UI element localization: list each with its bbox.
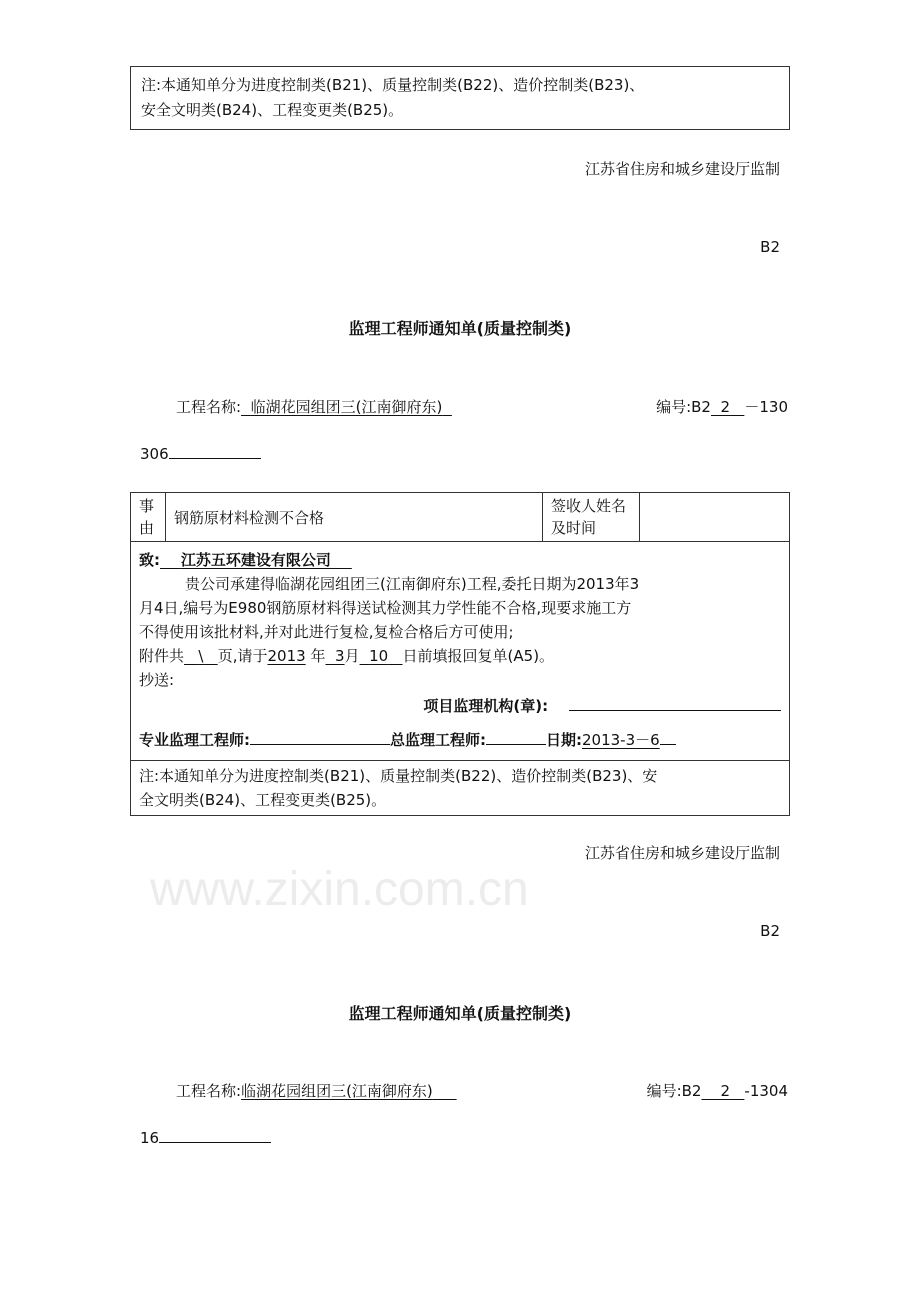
project-name-row (176, 396, 452, 417)
project-label: 工程名称: (176, 398, 242, 416)
table-note (131, 761, 790, 816)
project-name: 临湖花园组团三(江南御府东) (250, 398, 443, 416)
issuer-text: 江苏省住房和城乡建设厅监制 (584, 160, 780, 178)
project-name-row-2: 工程名称:临湖花园组团三(江南御府东) (176, 1082, 433, 1100)
number-cont: 306 (140, 445, 169, 463)
attachment-line: 附件共 \ 页,请于2013 年 3月 10 日前填报回复单(A5)。 (139, 647, 555, 665)
form-title: 监理工程师通知单(质量控制类) (348, 319, 572, 338)
note-box (130, 66, 790, 130)
reason-value: 钢筋原材料检测不合格 (166, 493, 543, 542)
note-line-2: 安全文明类(B24)、工程变更类(B25)。 (141, 101, 404, 119)
sign-field[interactable] (640, 493, 790, 542)
form-title-2: 监理工程师通知单(质量控制类) (348, 1004, 572, 1023)
table-note-line-2: 全文明类(B24)、工程变更类(B25)。 (139, 791, 387, 809)
to-company: 江苏五环建设有限公司 (180, 551, 331, 569)
body-line-3: 不得使用该批材料,并对此进行复检,复检合格后方可使用; (139, 623, 514, 641)
org-row: 项目监理机构(章): (139, 694, 781, 718)
sign-label: 签收人姓名及时间 (543, 493, 640, 542)
notice-body (131, 542, 790, 761)
cc-label: 抄送: (139, 671, 175, 689)
number-continued-2: 16 (140, 1128, 271, 1147)
date-value: 2013-3－6 (582, 731, 660, 749)
reason-label: 事由 (131, 493, 166, 542)
signature-row: 专业监理工程师: 总监理工程师: 日期:2013-3－6 (139, 728, 781, 752)
number-continued (140, 444, 261, 463)
number-row-2: 编号:B2 2 -1304 (646, 1082, 788, 1100)
notice-table (130, 492, 790, 816)
note-line-1: 注:本通知单分为进度控制类(B21)、质量控制类(B22)、造价控制类(B23)、 (141, 76, 645, 94)
number-label: 编号:B2 (656, 398, 711, 416)
number-mid: 2 (720, 398, 731, 416)
body-line-1: 贵公司承建得临湖花园组团三(江南御府东)工程,委托日期为2013年3 (185, 575, 640, 593)
issuer-text-2: 江苏省住房和城乡建设厅监制 (584, 844, 780, 862)
form-code-2: B2 (760, 922, 780, 940)
number-row (656, 396, 788, 417)
watermark: www.zixin.com.cn (150, 863, 529, 916)
number-tail: －130 (744, 398, 788, 416)
body-line-2: 月4日,编号为E980钢筋原材料得送试检测其力学性能不合格,现要求施工方 (139, 599, 632, 617)
form-code: B2 (760, 238, 780, 256)
table-note-line-1: 注:本通知单分为进度控制类(B21)、质量控制类(B22)、造价控制类(B23)、安 (139, 767, 658, 785)
to-label: 致: (139, 551, 160, 569)
